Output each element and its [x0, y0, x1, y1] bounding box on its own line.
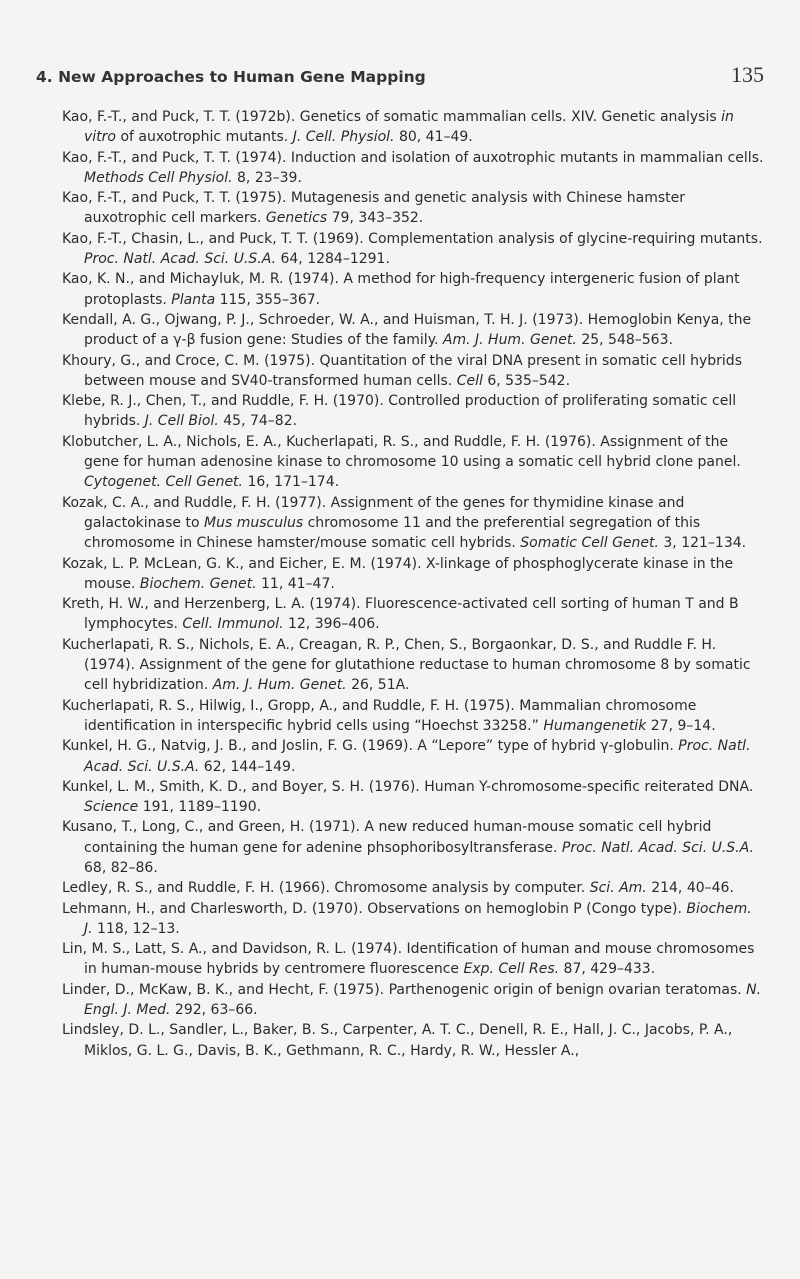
chapter-title: 4. New Approaches to Human Gene Mapping — [36, 68, 426, 86]
reference-text: Kozak, C. A., and Ruddle, F. H. (1977). Assignment of the genes for thymidine kinase and galactokinase to — [62, 494, 685, 531]
reference-journal: Methods Cell Physiol. — [84, 169, 233, 186]
reference-entry — [62, 817, 764, 878]
reference-text: Kunkel, H. G., Natvig, J. B., and Joslin, F. G. (1969). A “Lepore” type of hybrid γ-globulin. — [62, 738, 679, 755]
reference-volume-pages: 6, 535–542. — [482, 372, 571, 389]
reference-text: Kucherlapati, R. S., Nichols, E. A., Creagan, R. P., Chen, S., Borgaonkar, D. S., and Ruddle F. H. (1974). Assignment of the gene for glutathione reductase to human chromosome 8 by somatic cell hybridization. — [62, 636, 751, 694]
reference-text: Klobutcher, L. A., Nichols, E. A., Kucherlapati, R. S., and Ruddle, F. H. (1976). Assignment of the gene for human adenosine kinase to chromosome 10 using a somatic cell hybrid clone panel. — [62, 433, 741, 471]
reference-entry — [62, 736, 764, 777]
reference-journal: Sci. Am. — [589, 880, 647, 897]
reference-entry — [62, 269, 764, 310]
reference-italic-text: in vitro — [84, 109, 734, 146]
reference-volume-pages: 11, 41–47. — [256, 575, 335, 592]
running-head — [36, 64, 764, 88]
reference-volume-pages: 8, 23–39. — [232, 169, 302, 186]
reference-volume-pages: 68, 82–86. — [84, 859, 158, 876]
reference-entry — [62, 939, 764, 980]
reference-entry — [62, 351, 764, 392]
reference-entry — [62, 1020, 764, 1061]
reference-volume-pages: 80, 41–49. — [394, 129, 473, 146]
reference-entry — [62, 696, 764, 737]
reference-volume-pages: 26, 51A. — [346, 677, 410, 694]
reference-list — [62, 107, 764, 1061]
reference-entry — [62, 980, 764, 1021]
reference-entry — [62, 229, 764, 270]
reference-entry — [62, 391, 764, 432]
reference-text: Lehmann, H., and Charlesworth, D. (1970). Observations on hemoglobin P (Congo type). — [62, 900, 687, 917]
reference-text: Kao, F.-T., Chasin, L., and Puck, T. T. (1969). Complementation analysis of glycine-requiring mutants. — [62, 230, 763, 247]
reference-journal: Am. J. Hum. Genet. — [442, 332, 577, 349]
page-number: 135 — [731, 62, 764, 87]
reference-entry — [62, 310, 764, 351]
reference-volume-pages: 62, 144–149. — [199, 758, 296, 775]
reference-text: Kao, F.-T., and Puck, T. T. (1974). Induction and isolation of auxotrophic mutants in mammalian cells. — [62, 149, 764, 166]
reference-text: Linder, D., McKaw, B. K., and Hecht, F. (1975). Parthenogenic origin of benign ovarian teratomas. — [62, 981, 747, 998]
reference-entry — [62, 594, 764, 635]
reference-volume-pages: 214, 40–46. — [646, 880, 734, 897]
reference-volume-pages: 115, 355–367. — [215, 291, 321, 308]
reference-entry — [62, 107, 764, 148]
reference-volume-pages: 25, 548–563. — [576, 332, 673, 349]
reference-journal: J. Cell Biol. — [144, 413, 219, 430]
reference-volume-pages: 27, 9–14. — [646, 717, 716, 734]
reference-journal: Biochem. Genet. — [139, 575, 257, 592]
reference-journal: Somatic Cell Genet. — [520, 535, 659, 552]
reference-journal: Proc. Natl. Acad. Sci. U.S.A. — [84, 738, 751, 775]
reference-entry — [62, 878, 764, 898]
reference-entry — [62, 188, 764, 229]
reference-journal: J. Cell. Physiol. — [292, 129, 395, 146]
reference-text: Lin, M. S., Latt, S. A., and Davidson, R. L. (1974). Identification of human and mouse chromosomes in human-mouse hybrids by centromere fluorescence — [62, 941, 755, 978]
reference-volume-pages: 79, 343–352. — [327, 210, 424, 227]
reference-text: Lindsley, D. L., Sandler, L., Baker, B. S., Carpenter, A. T. C., Denell, R. E., Hall, J. C., Jacobs, P. A., Miklos, G. L. G., Davis, B. K., Gethmann, R. C., Hardy, R. W., Hessler A., — [62, 1022, 733, 1059]
reference-text: Kreth, H. W., and Herzenberg, L. A. (1974). Fluorescence-activated cell sorting of human T and B lymphocytes. — [62, 596, 739, 633]
reference-journal: Proc. Natl. Acad. Sci. U.S.A. — [84, 251, 277, 268]
reference-volume-pages: 16, 171–174. — [243, 474, 340, 491]
reference-italic-text: Mus musculus — [204, 514, 304, 531]
reference-entry — [62, 554, 764, 595]
reference-text: Kusano, T., Long, C., and Green, H. (1971). A new reduced human-mouse somatic cell hybrid containing the human gene for adenine phsophoribosyltransferase. — [62, 819, 712, 856]
reference-journal: Am. J. Hum. Genet. — [212, 677, 347, 694]
reference-journal: Genetics — [265, 210, 328, 227]
reference-entry — [62, 493, 764, 554]
reference-volume-pages: 12, 396–406. — [283, 616, 380, 633]
reference-text: Khoury, G., and Croce, C. M. (1975). Quantitation of the viral DNA present in somatic cell hybrids between mouse and SV40-transformed human cells. — [62, 352, 742, 389]
reference-journal: Planta — [171, 291, 216, 308]
reference-text: Klebe, R. J., Chen, T., and Ruddle, F. H. (1970). Controlled production of proliferating somatic cell hybrids. — [62, 393, 737, 430]
reference-entry — [62, 635, 764, 696]
reference-journal: Exp. Cell Res. — [463, 961, 560, 978]
reference-text: Kao, F.-T., and Puck, T. T. (1975). Mutagenesis and genetic analysis with Chinese hamster auxotrophic cell markers. — [62, 190, 685, 227]
reference-text: of auxotrophic mutants. — [116, 129, 293, 146]
reference-entry — [62, 148, 764, 189]
reference-volume-pages: 118, 12–13. — [92, 920, 180, 937]
reference-entry — [62, 899, 764, 940]
reference-volume-pages: 292, 63–66. — [170, 1002, 258, 1019]
reference-text: Kendall, A. G., Ojwang, P. J., Schroeder, W. A., and Huisman, T. H. J. (1973). Hemoglobin Kenya, the product of a γ-β fusion gene: Studies of the family. — [62, 311, 752, 349]
reference-journal: N. Engl. J. Med. — [84, 981, 762, 1019]
reference-entry — [62, 432, 764, 493]
reference-text: Kao, K. N., and Michayluk, M. R. (1974). A method for high-frequency intergeneric fusion of plant protoplasts. — [62, 271, 740, 308]
reference-journal: Science — [84, 799, 139, 816]
reference-journal: Proc. Natl. Acad. Sci. U.S.A. — [561, 839, 754, 856]
reference-volume-pages: 3, 121–134. — [658, 535, 747, 552]
reference-journal: Cell. Immunol. — [182, 616, 284, 633]
reference-journal: Cytogenet. Cell Genet. — [84, 474, 243, 491]
reference-volume-pages: 191, 1189–1190. — [138, 799, 262, 816]
reference-text: Ledley, R. S., and Ruddle, F. H. (1966). Chromosome analysis by computer. — [62, 880, 590, 897]
reference-volume-pages: 64, 1284–1291. — [276, 251, 390, 268]
reference-text: Kucherlapati, R. S., Hilwig, I., Gropp, A., and Ruddle, F. H. (1975). Mammalian chromosome identification in interspecific hybrid cells using “Hoechst 33258.” — [62, 697, 697, 734]
reference-text: Kao, F.-T., and Puck, T. T. (1972b). Genetics of somatic mammalian cells. XIV. Genetic analysis — [62, 109, 722, 125]
reference-text: Kozak, L. P. McLean, G. K., and Eicher, E. M. (1974). X-linkage of phosphoglycerate kinase in the mouse. — [62, 555, 734, 592]
reference-text: Kunkel, L. M., Smith, K. D., and Boyer, S. H. (1976). Human Y-chromosome-specific reiterated DNA. — [62, 778, 754, 795]
reference-volume-pages: 87, 429–433. — [559, 961, 656, 978]
reference-volume-pages: 45, 74–82. — [218, 413, 298, 430]
reference-journal: Biochem. J. — [84, 900, 752, 937]
reference-entry — [62, 777, 764, 818]
reference-journal: Humangenetik — [543, 717, 647, 734]
reference-journal: Cell — [456, 372, 483, 389]
reference-text: chromosome 11 and the preferential segregation of this chromosome in Chinese hamster/mouse somatic cell hybrids. — [84, 514, 701, 552]
